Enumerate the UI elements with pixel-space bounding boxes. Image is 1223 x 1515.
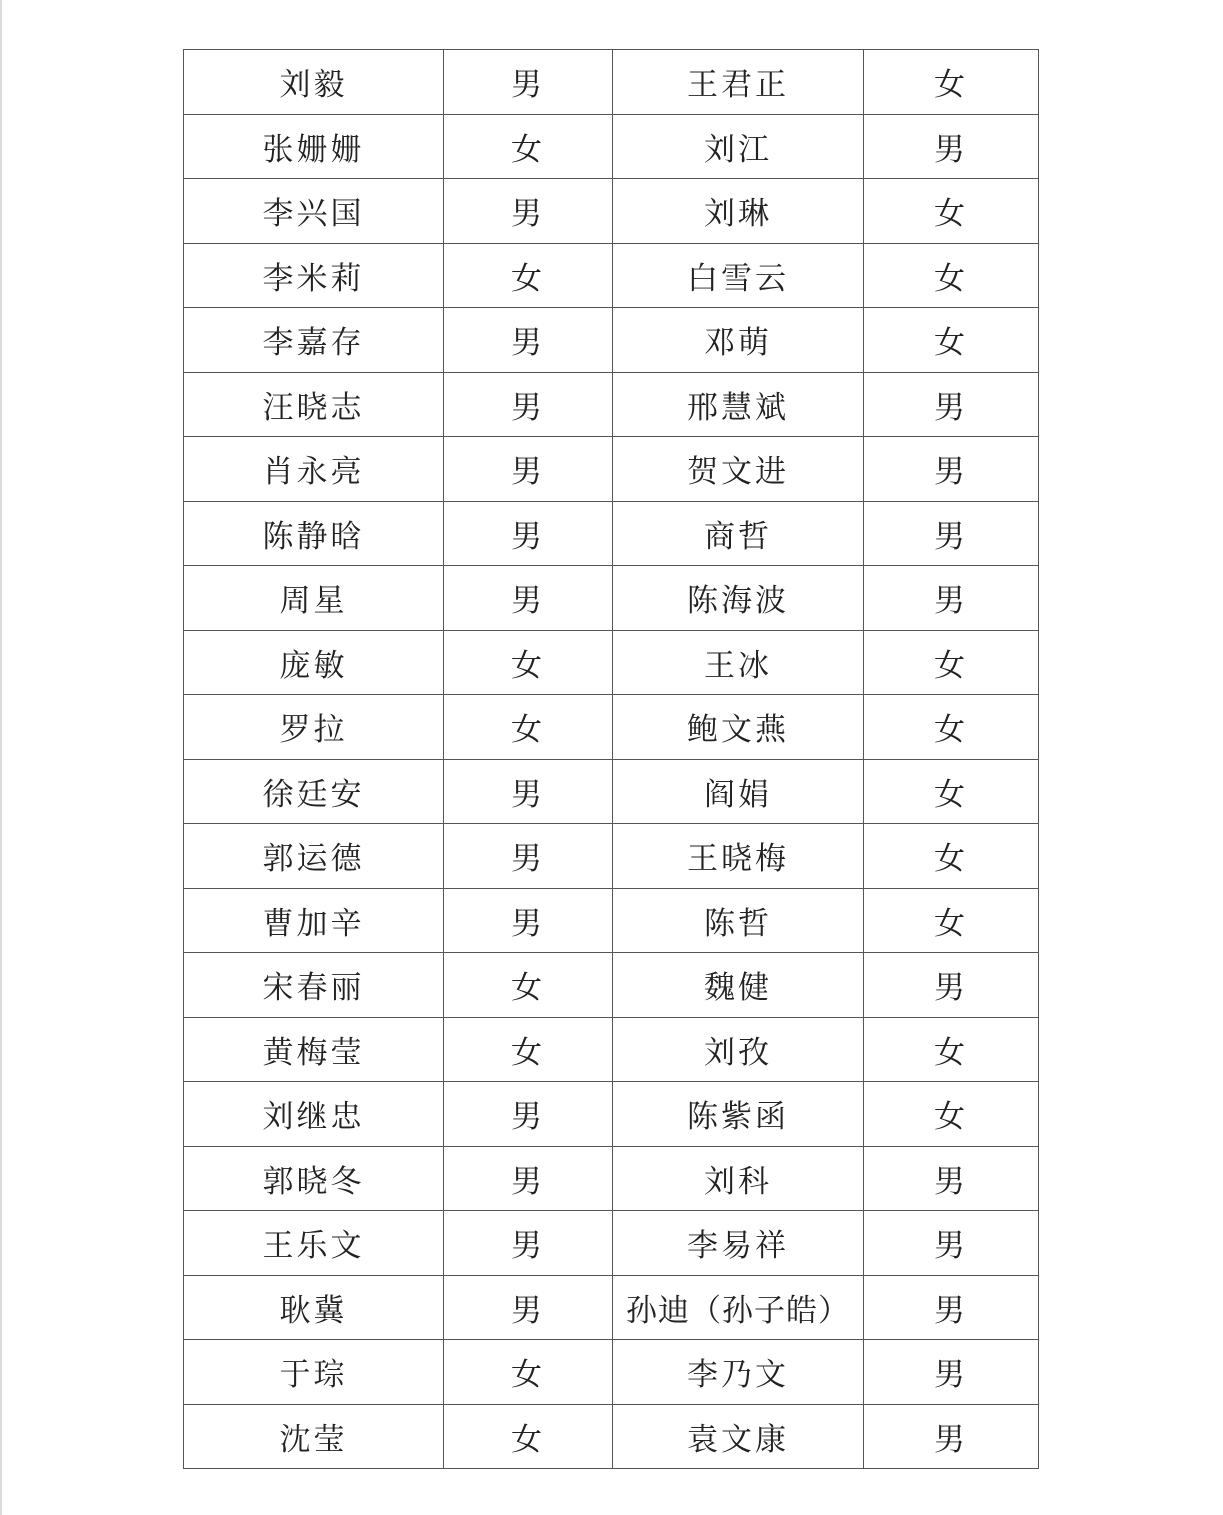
- gender-cell-left: 女: [444, 114, 613, 179]
- gender-cell-left: 女: [444, 1404, 613, 1469]
- gender-cell-right: 男: [864, 953, 1039, 1018]
- gender-cell-left: 男: [444, 179, 613, 244]
- table-row: [184, 1146, 1039, 1211]
- name-cell-left: 李兴国: [184, 179, 444, 244]
- gender-cell-left: 女: [444, 953, 613, 1018]
- gender-cell-left: 男: [444, 888, 613, 953]
- table-row: [184, 243, 1039, 308]
- gender-cell-left: 女: [444, 1017, 613, 1082]
- table-row: [184, 1275, 1039, 1340]
- gender-cell-right: 男: [864, 437, 1039, 502]
- name-cell-right: 陈紫函: [613, 1082, 864, 1147]
- table-row: [184, 114, 1039, 179]
- gender-cell-right: 男: [864, 1404, 1039, 1469]
- name-cell-right: 邢慧斌: [613, 372, 864, 437]
- table-row: [184, 953, 1039, 1018]
- gender-cell-right: 女: [864, 824, 1039, 889]
- name-cell-left: 黄梅莹: [184, 1017, 444, 1082]
- name-cell-right: 袁文康: [613, 1404, 864, 1469]
- table-row: [184, 1404, 1039, 1469]
- name-cell-right: 刘孜: [613, 1017, 864, 1082]
- gender-cell-right: 女: [864, 243, 1039, 308]
- name-cell-left: 宋春丽: [184, 953, 444, 1018]
- name-cell-right: 王君正: [613, 50, 864, 115]
- gender-cell-left: 男: [444, 759, 613, 824]
- table-row: [184, 566, 1039, 631]
- name-cell-left: 陈静晗: [184, 501, 444, 566]
- name-cell-left: 刘毅: [184, 50, 444, 115]
- table-row: [184, 759, 1039, 824]
- name-cell-right: 阎娟: [613, 759, 864, 824]
- name-cell-left: 汪晓志: [184, 372, 444, 437]
- name-cell-right: 刘琳: [613, 179, 864, 244]
- name-cell-right: 邓萌: [613, 308, 864, 373]
- table-row: [184, 695, 1039, 760]
- name-cell-left: 沈莹: [184, 1404, 444, 1469]
- gender-cell-right: 男: [864, 1275, 1039, 1340]
- gender-cell-left: 男: [444, 1275, 613, 1340]
- gender-cell-right: 男: [864, 1146, 1039, 1211]
- name-cell-left: 王乐文: [184, 1211, 444, 1276]
- table-row: [184, 501, 1039, 566]
- name-cell-right: 鲍文燕: [613, 695, 864, 760]
- roster-body: [184, 50, 1039, 1469]
- gender-cell-right: 女: [864, 888, 1039, 953]
- gender-cell-left: 男: [444, 566, 613, 631]
- name-cell-left: 罗拉: [184, 695, 444, 760]
- gender-cell-right: 男: [864, 372, 1039, 437]
- name-cell-right: 李易祥: [613, 1211, 864, 1276]
- name-cell-right: 李乃文: [613, 1340, 864, 1405]
- gender-cell-left: 女: [444, 630, 613, 695]
- gender-cell-left: 男: [444, 501, 613, 566]
- gender-cell-right: 男: [864, 501, 1039, 566]
- table-row: [184, 1211, 1039, 1276]
- name-cell-left: 曹加辛: [184, 888, 444, 953]
- name-cell-right: 王晓梅: [613, 824, 864, 889]
- name-cell-left: 张姗姗: [184, 114, 444, 179]
- table-row: [184, 50, 1039, 115]
- name-cell-left: 刘继忠: [184, 1082, 444, 1147]
- table-row: [184, 1340, 1039, 1405]
- gender-cell-right: 男: [864, 1211, 1039, 1276]
- gender-cell-left: 男: [444, 50, 613, 115]
- page-edge: [0, 0, 2, 1515]
- gender-cell-right: 男: [864, 1340, 1039, 1405]
- gender-cell-left: 男: [444, 824, 613, 889]
- name-cell-right: 刘江: [613, 114, 864, 179]
- name-cell-left: 庞敏: [184, 630, 444, 695]
- table-row: [184, 179, 1039, 244]
- table-row: [184, 437, 1039, 502]
- roster-table: [183, 49, 1039, 1469]
- gender-cell-left: 男: [444, 308, 613, 373]
- gender-cell-left: 女: [444, 243, 613, 308]
- gender-cell-right: 女: [864, 1082, 1039, 1147]
- table-row: [184, 1017, 1039, 1082]
- table-row: [184, 888, 1039, 953]
- name-cell-left: 于琮: [184, 1340, 444, 1405]
- gender-cell-left: 男: [444, 1146, 613, 1211]
- gender-cell-right: 女: [864, 1017, 1039, 1082]
- name-cell-left: 徐廷安: [184, 759, 444, 824]
- name-cell-left: 周星: [184, 566, 444, 631]
- gender-cell-right: 女: [864, 630, 1039, 695]
- gender-cell-right: 男: [864, 114, 1039, 179]
- gender-cell-left: 男: [444, 372, 613, 437]
- name-cell-left: 李嘉存: [184, 308, 444, 373]
- table-row: [184, 308, 1039, 373]
- table-row: [184, 372, 1039, 437]
- name-cell-right: 白雪云: [613, 243, 864, 308]
- name-cell-left: 肖永亮: [184, 437, 444, 502]
- gender-cell-left: 女: [444, 1340, 613, 1405]
- name-cell-right: 商哲: [613, 501, 864, 566]
- name-cell-left: 李米莉: [184, 243, 444, 308]
- gender-cell-right: 男: [864, 566, 1039, 631]
- table-row: [184, 630, 1039, 695]
- name-cell-right: 刘科: [613, 1146, 864, 1211]
- gender-cell-left: 男: [444, 1082, 613, 1147]
- gender-cell-left: 男: [444, 437, 613, 502]
- gender-cell-right: 女: [864, 179, 1039, 244]
- gender-cell-right: 女: [864, 695, 1039, 760]
- gender-cell-right: 女: [864, 308, 1039, 373]
- table-row: [184, 824, 1039, 889]
- name-cell-left: 郭晓冬: [184, 1146, 444, 1211]
- name-cell-right: 贺文进: [613, 437, 864, 502]
- gender-cell-right: 女: [864, 50, 1039, 115]
- gender-cell-right: 女: [864, 759, 1039, 824]
- name-cell-right: 陈哲: [613, 888, 864, 953]
- table-row: [184, 1082, 1039, 1147]
- name-cell-right: 魏健: [613, 953, 864, 1018]
- gender-cell-left: 女: [444, 695, 613, 760]
- name-cell-left: 耿冀: [184, 1275, 444, 1340]
- name-cell-right: 王冰: [613, 630, 864, 695]
- name-cell-right: 孙迪（孙子皓）: [613, 1275, 864, 1340]
- name-cell-left: 郭运德: [184, 824, 444, 889]
- name-cell-right: 陈海波: [613, 566, 864, 631]
- gender-cell-left: 男: [444, 1211, 613, 1276]
